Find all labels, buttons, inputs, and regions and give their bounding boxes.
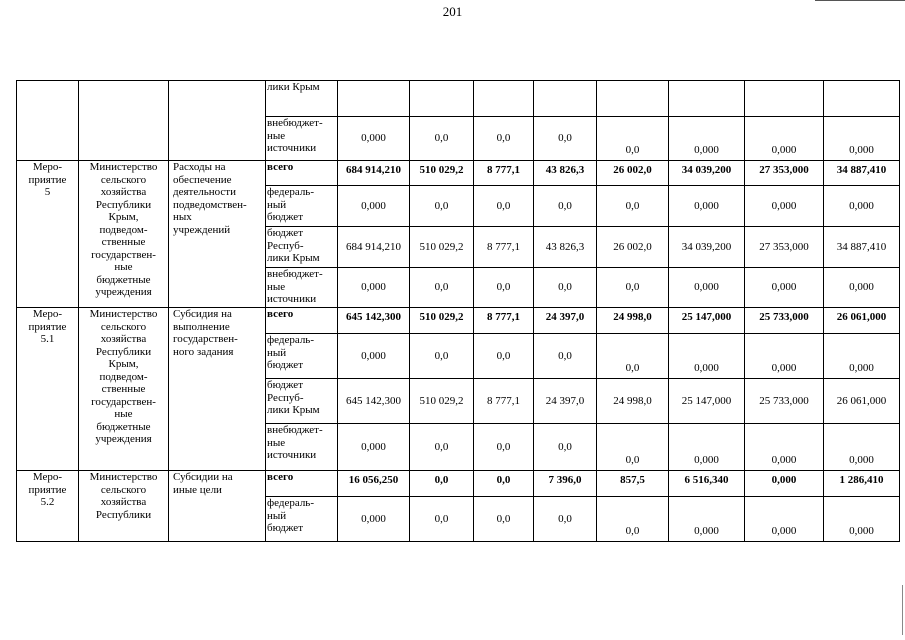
value-cell: 0,000 bbox=[338, 497, 410, 542]
value-cell: 0,0 bbox=[534, 334, 597, 379]
executor-cell: Министерство сельского хозяйства Республики Крым, подведом- ственные государствен- ные бюджетные учреждения bbox=[79, 308, 169, 471]
value-cell: 0,0 bbox=[474, 334, 534, 379]
value-cell: 0,0 bbox=[534, 424, 597, 471]
value-cell: 645 142,300 bbox=[338, 308, 410, 334]
value-cell: 0,000 bbox=[824, 117, 900, 161]
value-cell: 25 147,000 bbox=[669, 308, 745, 334]
value-cell: 0,0 bbox=[410, 471, 474, 497]
value-cell bbox=[474, 81, 534, 117]
value-cell: 0,000 bbox=[669, 117, 745, 161]
table-row bbox=[17, 161, 900, 186]
top-rule bbox=[815, 0, 905, 1]
value-cell: 684 914,210 bbox=[338, 227, 410, 268]
value-cell: 27 353,000 bbox=[745, 161, 824, 186]
value-cell: 0,000 bbox=[338, 424, 410, 471]
event-cell bbox=[17, 81, 79, 161]
value-cell: 0,000 bbox=[338, 117, 410, 161]
value-cell: 0,0 bbox=[534, 268, 597, 308]
value-cell: 43 826,3 bbox=[534, 161, 597, 186]
value-cell: 26 002,0 bbox=[597, 227, 669, 268]
name-cell bbox=[169, 81, 266, 161]
value-cell: 0,0 bbox=[474, 497, 534, 542]
value-cell bbox=[824, 81, 900, 117]
value-cell: 0,000 bbox=[745, 117, 824, 161]
event-cell: Меро- приятие 5.1 bbox=[17, 308, 79, 471]
value-cell: 25 733,000 bbox=[745, 308, 824, 334]
name-cell: Субсидия на выполнение государствен- ного задания bbox=[169, 308, 266, 471]
source-cell: всего bbox=[266, 161, 338, 186]
value-cell: 34 887,410 bbox=[824, 227, 900, 268]
value-cell: 510 029,2 bbox=[410, 379, 474, 424]
value-cell: 8 777,1 bbox=[474, 161, 534, 186]
value-cell: 0,0 bbox=[534, 497, 597, 542]
value-cell: 43 826,3 bbox=[534, 227, 597, 268]
value-cell: 16 056,250 bbox=[338, 471, 410, 497]
value-cell: 684 914,210 bbox=[338, 161, 410, 186]
value-cell: 0,0 bbox=[410, 334, 474, 379]
value-cell: 34 039,200 bbox=[669, 227, 745, 268]
value-cell bbox=[669, 81, 745, 117]
value-cell: 0,000 bbox=[824, 424, 900, 471]
value-cell: 0,0 bbox=[534, 186, 597, 227]
value-cell: 0,000 bbox=[745, 186, 824, 227]
value-cell: 0,000 bbox=[338, 186, 410, 227]
value-cell bbox=[410, 81, 474, 117]
value-cell: 857,5 bbox=[597, 471, 669, 497]
value-cell: 0,000 bbox=[745, 334, 824, 379]
value-cell: 0,000 bbox=[338, 334, 410, 379]
value-cell: 8 777,1 bbox=[474, 379, 534, 424]
value-cell: 0,0 bbox=[474, 424, 534, 471]
value-cell: 510 029,2 bbox=[410, 161, 474, 186]
event-cell: Меро- приятие 5.2 bbox=[17, 471, 79, 542]
value-cell: 0,0 bbox=[410, 117, 474, 161]
budget-table bbox=[16, 80, 900, 542]
table-row bbox=[17, 308, 900, 334]
value-cell: 0,0 bbox=[597, 117, 669, 161]
value-cell: 24 397,0 bbox=[534, 379, 597, 424]
value-cell: 0,0 bbox=[474, 186, 534, 227]
value-cell: 1 286,410 bbox=[824, 471, 900, 497]
value-cell: 26 061,000 bbox=[824, 308, 900, 334]
source-cell: бюджет Респуб- лики Крым bbox=[266, 227, 338, 268]
value-cell bbox=[597, 81, 669, 117]
value-cell: 0,0 bbox=[474, 471, 534, 497]
executor-cell: Министерство сельского хозяйства Республики Крым, подведом- ственные государствен- ные бюджетные учреждения bbox=[79, 161, 169, 308]
value-cell: 7 396,0 bbox=[534, 471, 597, 497]
value-cell: 0,000 bbox=[824, 186, 900, 227]
page-number: 201 bbox=[442, 4, 463, 19]
value-cell: 0,000 bbox=[745, 424, 824, 471]
source-cell: внебюджет- ные источники bbox=[266, 117, 338, 161]
value-cell: 0,0 bbox=[410, 268, 474, 308]
name-cell: Субсидии на иные цели bbox=[169, 471, 266, 542]
value-cell: 34 887,410 bbox=[824, 161, 900, 186]
value-cell: 645 142,300 bbox=[338, 379, 410, 424]
value-cell: 0,0 bbox=[597, 268, 669, 308]
value-cell: 0,0 bbox=[410, 497, 474, 542]
value-cell: 26 061,000 bbox=[824, 379, 900, 424]
source-cell: всего bbox=[266, 471, 338, 497]
table-row bbox=[17, 471, 900, 497]
value-cell: 0,0 bbox=[597, 424, 669, 471]
value-cell: 0,0 bbox=[410, 424, 474, 471]
value-cell: 0,000 bbox=[338, 268, 410, 308]
value-cell: 24 397,0 bbox=[534, 308, 597, 334]
value-cell: 24 998,0 bbox=[597, 379, 669, 424]
name-cell: Расходы на обеспечение деятельности подведомствен- ных учреждений bbox=[169, 161, 266, 308]
value-cell: 0,000 bbox=[745, 497, 824, 542]
value-cell: 510 029,2 bbox=[410, 308, 474, 334]
value-cell: 0,000 bbox=[745, 471, 824, 497]
value-cell: 26 002,0 bbox=[597, 161, 669, 186]
value-cell: 510 029,2 bbox=[410, 227, 474, 268]
value-cell: 0,000 bbox=[669, 424, 745, 471]
source-cell: бюджет Респуб- лики Крым bbox=[266, 379, 338, 424]
executor-cell bbox=[79, 81, 169, 161]
executor-cell: Министерство сельского хозяйства Республики bbox=[79, 471, 169, 542]
value-cell: 24 998,0 bbox=[597, 308, 669, 334]
value-cell: 0,000 bbox=[669, 186, 745, 227]
event-cell: Меро- приятие 5 bbox=[17, 161, 79, 308]
source-cell: федераль- ный бюджет bbox=[266, 186, 338, 227]
source-cell: внебюджет- ные источники bbox=[266, 268, 338, 308]
value-cell: 0,000 bbox=[824, 268, 900, 308]
source-cell: всего bbox=[266, 308, 338, 334]
value-cell bbox=[534, 81, 597, 117]
value-cell: 0,000 bbox=[669, 334, 745, 379]
source-cell: лики Крым bbox=[266, 81, 338, 117]
table-row bbox=[17, 81, 900, 117]
value-cell: 25 147,000 bbox=[669, 379, 745, 424]
value-cell: 0,000 bbox=[824, 334, 900, 379]
value-cell: 0,0 bbox=[597, 497, 669, 542]
value-cell: 0,000 bbox=[669, 497, 745, 542]
source-cell: федераль- ный бюджет bbox=[266, 334, 338, 379]
value-cell: 0,000 bbox=[669, 268, 745, 308]
value-cell: 0,0 bbox=[534, 117, 597, 161]
value-cell: 0,0 bbox=[597, 186, 669, 227]
right-edge-rule bbox=[902, 585, 903, 635]
value-cell: 8 777,1 bbox=[474, 227, 534, 268]
value-cell: 0,0 bbox=[474, 117, 534, 161]
value-cell: 0,0 bbox=[474, 268, 534, 308]
value-cell: 8 777,1 bbox=[474, 308, 534, 334]
value-cell bbox=[338, 81, 410, 117]
value-cell bbox=[745, 81, 824, 117]
value-cell: 0,0 bbox=[597, 334, 669, 379]
value-cell: 27 353,000 bbox=[745, 227, 824, 268]
source-cell: внебюджет- ные источники bbox=[266, 424, 338, 471]
source-cell: федераль- ный бюджет bbox=[266, 497, 338, 542]
value-cell: 0,000 bbox=[745, 268, 824, 308]
value-cell: 0,000 bbox=[824, 497, 900, 542]
value-cell: 25 733,000 bbox=[745, 379, 824, 424]
value-cell: 34 039,200 bbox=[669, 161, 745, 186]
value-cell: 6 516,340 bbox=[669, 471, 745, 497]
value-cell: 0,0 bbox=[410, 186, 474, 227]
